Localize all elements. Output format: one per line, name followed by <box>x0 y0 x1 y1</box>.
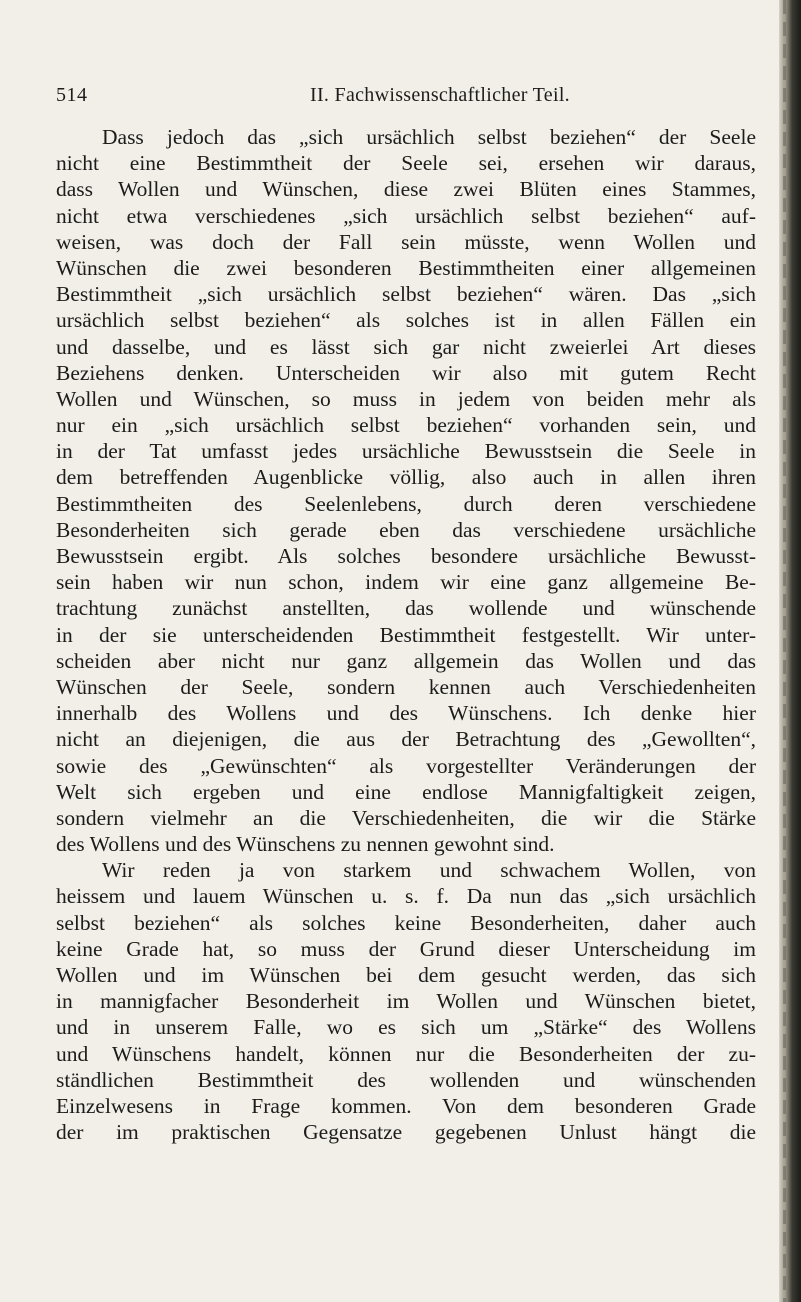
text-line: heissem und lauem Wünschen u. s. f. Da nun das „sich ursächlich <box>56 884 756 909</box>
text-line: in der sie unterscheidenden Bestimmtheit festgestellt. Wir unter- <box>56 622 756 647</box>
text-line: dem betreffenden Augenblicke völlig, also auch in allen ihren <box>56 465 756 490</box>
text-line: ursächlich selbst beziehen“ als solches ist in allen Fällen ein <box>56 308 756 333</box>
text-line: Bestimmtheiten des Seelenlebens, durch deren verschiedene <box>56 491 756 516</box>
text-line: innerhalb des Wollens und des Wünschens. Ich denke hier <box>56 701 756 726</box>
book-binding-edge <box>779 0 801 1302</box>
body-text <box>56 124 756 1145</box>
text-line: der im praktischen Gegensatze gegebenen Unlust hängt die <box>56 1120 756 1145</box>
text-line: nur ein „sich ursächlich selbst beziehen“ vorhanden sein, und <box>56 413 756 438</box>
text-line: Dass jedoch das „sich ursächlich selbst beziehen“ der Seele <box>102 125 756 149</box>
text-line: Welt sich ergeben und eine endlose Mannigfaltigkeit zeigen, <box>56 779 756 804</box>
text-line: selbst beziehen“ als solches keine Besonderheiten, daher auch <box>56 910 756 935</box>
page-number: 514 <box>56 84 88 106</box>
text-line: und Wünschens handelt, können nur die Besonderheiten der zu- <box>56 1041 756 1066</box>
text-line: nicht an diejenigen, die aus der Betrachtung des „Gewollten“, <box>56 727 756 752</box>
text-line: nicht etwa verschiedenes „sich ursächlich selbst beziehen“ auf- <box>56 203 756 228</box>
text-line: scheiden aber nicht nur ganz allgemein das Wollen und das <box>56 648 756 673</box>
text-line: keine Grade hat, so muss der Grund dieser Unterscheidung im <box>56 936 756 961</box>
text-line: nicht eine Bestimmtheit der Seele sei, ersehen wir daraus, <box>56 151 756 176</box>
text-line: ständlichen Bestimmtheit des wollenden und wünschenden <box>56 1067 756 1092</box>
text-line: Wünschen die zwei besonderen Bestimmtheiten einer allgemeinen <box>56 255 756 280</box>
text-line: Besonderheiten sich gerade eben das verschiedene ursächliche <box>56 517 756 542</box>
text-line: und dasselbe, und es lässt sich gar nicht zweierlei Art dieses <box>56 334 756 359</box>
text-line: sondern vielmehr an die Verschiedenheiten, die wir die Stärke <box>56 805 756 830</box>
text-line: Wollen und Wünschen, so muss in jedem von beiden mehr als <box>56 386 756 411</box>
text-line: Bewusstsein ergibt. Als solches besondere ursächliche Bewusst- <box>56 544 756 568</box>
text-line: Wünschen der Seele, sondern kennen auch Verschiedenheiten <box>56 674 756 699</box>
text-line: Wir reden ja von starkem und schwachem Wollen, von <box>102 858 756 883</box>
text-line: weisen, was doch der Fall sein müsste, wenn Wollen und <box>56 229 756 254</box>
text-line: in der Tat umfasst jedes ursächliche Bewusstsein die Seele in <box>56 439 756 464</box>
text-line: des Wollens und des Wünschens zu nennen gewohnt sind. <box>56 832 555 857</box>
text-line: dass Wollen und Wünschen, diese zwei Blüten eines Stammes, <box>56 177 756 202</box>
running-title: II. Fachwissenschaftlicher Teil. <box>310 84 570 106</box>
text-line: und in unserem Falle, wo es sich um „Stärke“ des Wollens <box>56 1015 756 1040</box>
text-line: in mannigfacher Besonderheit im Wollen und Wünschen bietet, <box>56 989 756 1014</box>
text-line: Beziehens denken. Unterscheiden wir also mit gutem Recht <box>56 360 756 385</box>
text-line: Einzelwesens in Frage kommen. Von dem besonderen Grade <box>56 1093 756 1118</box>
page-header <box>56 84 756 110</box>
text-line: sowie des „Gewünschten“ als vorgestellter Veränderungen der <box>56 753 756 778</box>
text-line: Wollen und im Wünschen bei dem gesucht werden, das sich <box>56 963 756 987</box>
text-line: Bestimmtheit „sich ursächlich selbst beziehen“ wären. Das „sich <box>56 282 756 307</box>
text-line: trachtung zunächst anstellten, das wollende und wünschende <box>56 596 756 621</box>
text-line: sein haben wir nun schon, indem wir eine ganz allgemeine Be- <box>56 570 756 595</box>
